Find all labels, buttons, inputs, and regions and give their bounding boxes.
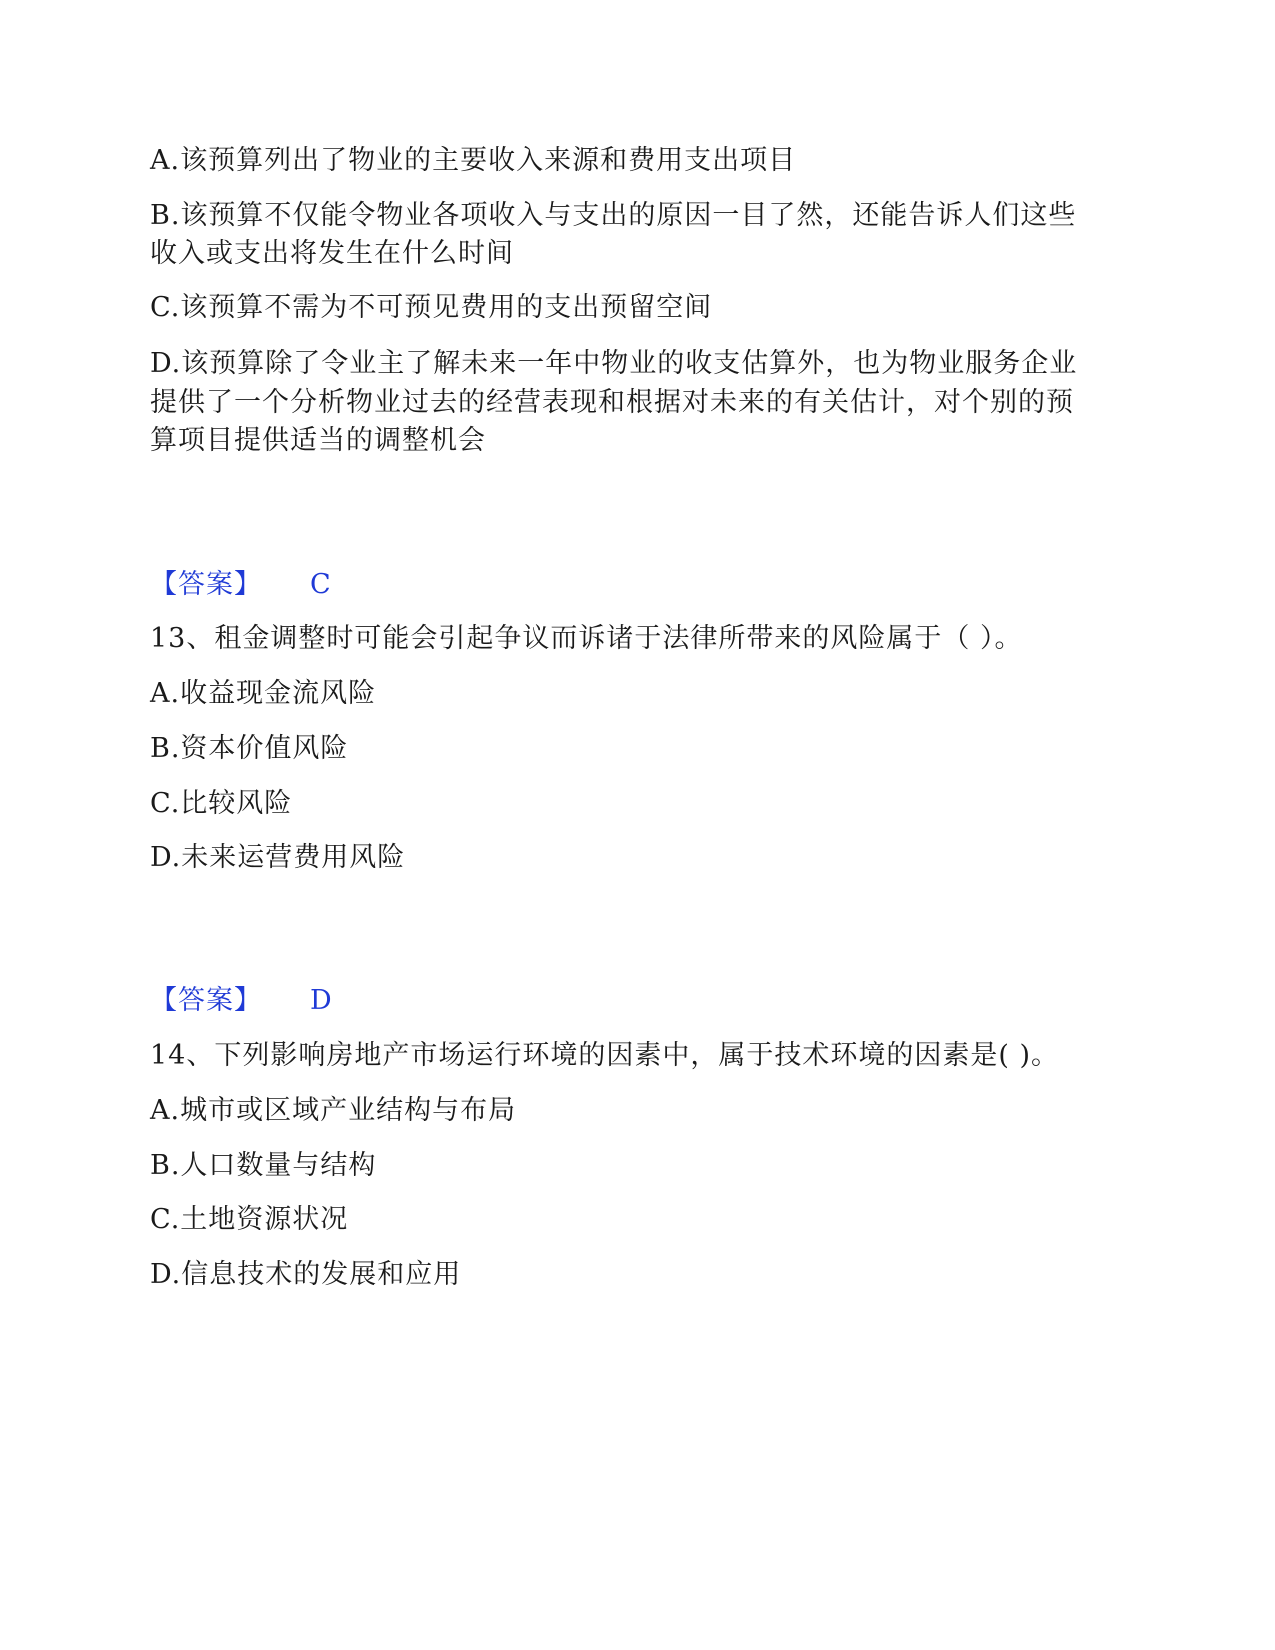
q12-option-d-line3: 算项目提供适当的调整机会 — [150, 425, 486, 456]
q14-question: 14、下列影响房地产市场运行环境的因素中，属于技术环境的因素是( )。 — [150, 1040, 1060, 1071]
q13-answer — [150, 981, 333, 1021]
q13-option-d: D.未来运营费用风险 — [150, 842, 406, 873]
q12-option-b-line1: B.该预算不仅能令物业各项收入与支出的原因一目了然，还能告诉人们这些 — [150, 200, 1077, 231]
q14-option-c: C.土地资源状况 — [150, 1204, 349, 1235]
q13-option-c: C.比较风险 — [150, 788, 293, 819]
q13-question: 13、租金调整时可能会引起争议而诉诸于法律所带来的风险属于（ ）。 — [150, 623, 1023, 654]
answer-value: D — [310, 985, 333, 1016]
q14-option-d: D.信息技术的发展和应用 — [150, 1259, 462, 1290]
answer-label: 【答案】 — [150, 985, 262, 1016]
answer-label: 【答案】 — [150, 569, 262, 600]
q14-option-a: A.城市或区域产业结构与布局 — [150, 1095, 517, 1126]
q12-option-d-line2: 提供了一个分析物业过去的经营表现和根据对未来的有关估计，对个别的预 — [150, 387, 1074, 418]
q13-option-b: B.资本价值风险 — [150, 733, 349, 764]
q12-option-c: C.该预算不需为不可预见费用的支出预留空间 — [150, 292, 713, 323]
answer-value: C — [310, 569, 332, 600]
q14-option-b: B.人口数量与结构 — [150, 1150, 377, 1181]
q13-option-a: A.收益现金流风险 — [150, 678, 377, 709]
q12-option-b-line2: 收入或支出将发生在什么时间 — [150, 238, 514, 269]
q12-answer — [150, 565, 332, 605]
q12-option-d-line1: D.该预算除了令业主了解未来一年中物业的收支估算外，也为物业服务企业 — [150, 348, 1078, 379]
q12-option-a: A.该预算列出了物业的主要收入来源和费用支出项目 — [150, 145, 797, 176]
